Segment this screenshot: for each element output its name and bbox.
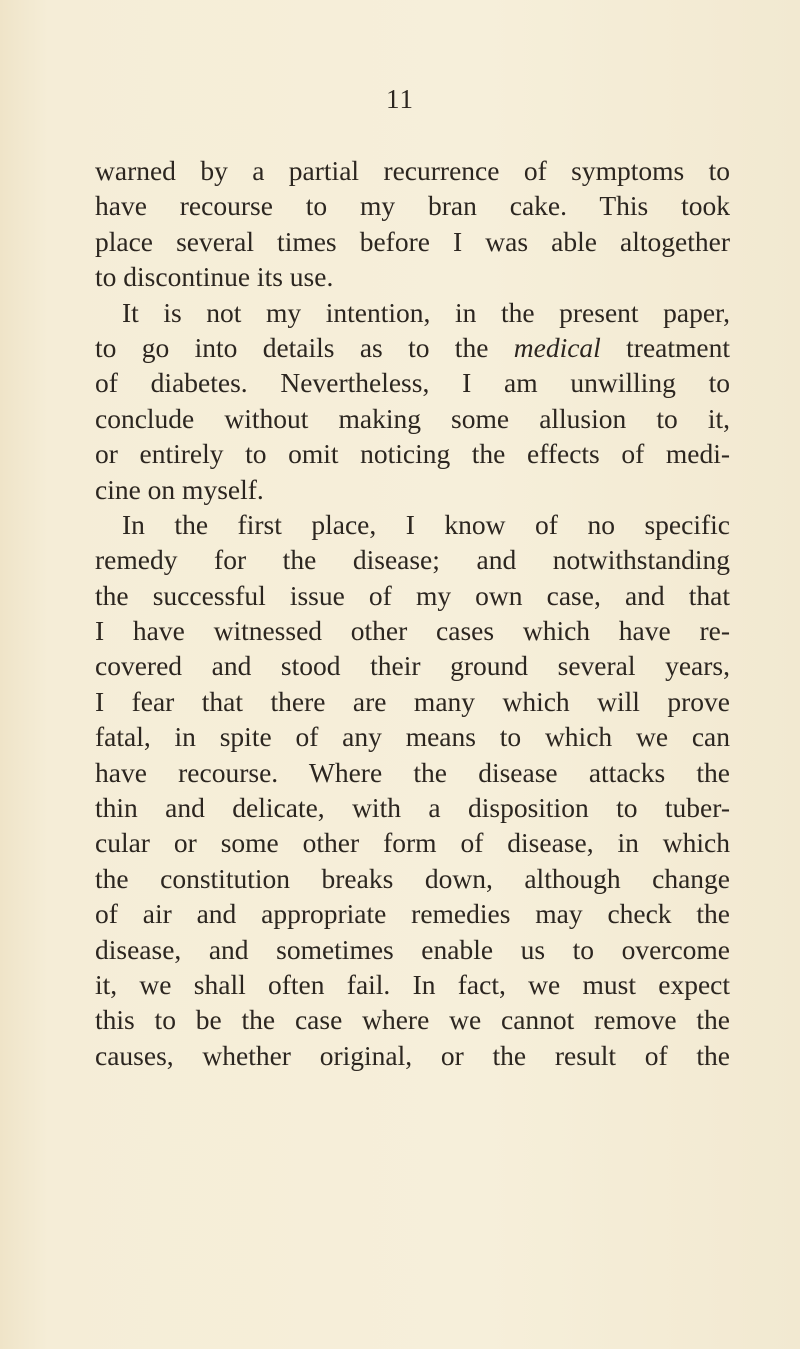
text-segment: to go into details as to the xyxy=(95,331,514,363)
text-line: of air and appropriate remedies may check the xyxy=(95,898,730,930)
text-line: causes, whether original, or the result of the xyxy=(95,1039,730,1071)
text-line: thin and delicate, with a disposition to tuber- xyxy=(95,792,730,824)
text-line: to discontinue its use. xyxy=(95,261,334,293)
text-line: fatal, in spite of any means to which we can xyxy=(95,721,730,753)
text-line: covered and stood their ground several years, xyxy=(95,650,730,682)
text-line: disease, and sometimes enable us to overcome xyxy=(95,933,730,965)
text-line: I have witnessed other cases which have re- xyxy=(95,615,730,647)
text-segment: treatment xyxy=(600,331,730,363)
text-line: remedy for the disease; and notwithstanding xyxy=(95,544,730,576)
text-line: it, we shall often fail. In fact, we must expect xyxy=(95,968,730,1000)
page-number: 11 xyxy=(386,84,414,114)
italic-word: medical xyxy=(513,331,601,363)
text-line: cular or some other form of disease, in which xyxy=(95,827,730,859)
text-line: have recourse to my bran cake. This took xyxy=(95,190,730,222)
text-line: cine on myself. xyxy=(95,473,264,505)
text-line: It is not my intention, in the present paper, xyxy=(122,296,730,328)
text-line: conclude without making some allusion to it, xyxy=(95,402,730,434)
text-line: this to be the case where we cannot remove the xyxy=(95,1004,730,1036)
text-line: warned by a partial recurrence of symptoms to xyxy=(95,155,730,186)
text-line: place several times before I was able altogether xyxy=(95,225,730,257)
text-line: In the first place, I know of no specific xyxy=(122,508,730,540)
text-line: of diabetes. Nevertheless, I am unwilling to xyxy=(95,367,730,399)
text-line: I fear that there are many which will prove xyxy=(95,685,730,717)
text-line: or entirely to omit noticing the effects of medi- xyxy=(95,438,730,470)
text-line xyxy=(95,330,730,365)
text-line: have recourse. Where the disease attacks the xyxy=(95,756,730,788)
text-line: the successful issue of my own case, and that xyxy=(95,579,730,611)
text-line: the constitution breaks down, although change xyxy=(95,862,730,894)
body-text xyxy=(95,153,730,1073)
